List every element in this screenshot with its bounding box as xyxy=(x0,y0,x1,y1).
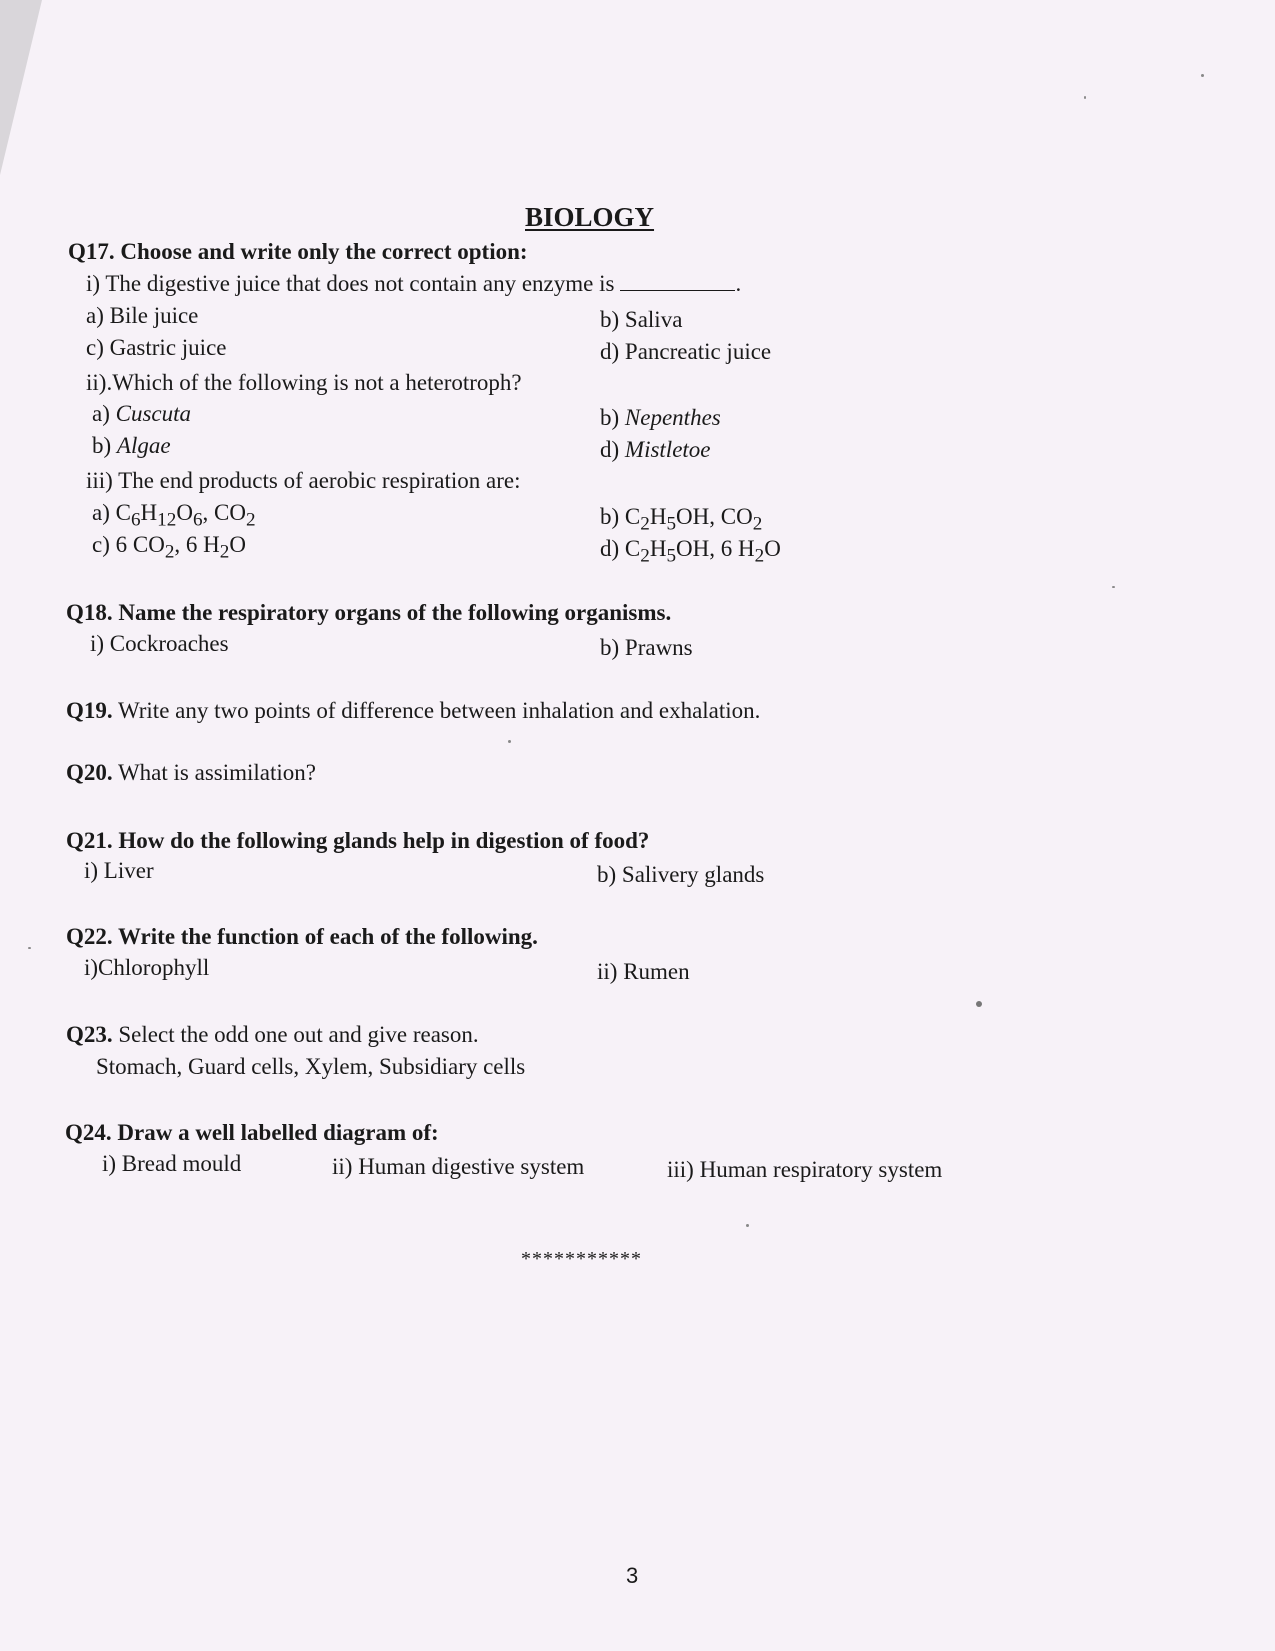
q17-ii-option-b: b) Nepenthes xyxy=(600,405,721,430)
q24-item-i: i) Bread mould xyxy=(102,1151,242,1176)
q17-i-option-b: b) Saliva xyxy=(600,307,683,332)
scan-speck xyxy=(1084,96,1086,99)
scan-speck xyxy=(746,1224,749,1227)
q17-i-option-c: c) Gastric juice xyxy=(86,335,227,360)
q21-heading: Q21. How do the following glands help in digestion of food? xyxy=(66,828,650,853)
q17-ii-question: ii).Which of the following is not a heterotroph? xyxy=(86,370,522,395)
q18-item-b: b) Prawns xyxy=(600,635,693,660)
scan-speck xyxy=(508,740,511,743)
q20-question: Q20. What is assimilation? xyxy=(66,760,316,785)
q22-heading: Q22. Write the function of each of the following. xyxy=(66,924,538,949)
q19-question: Q19. Write any two points of difference between inhalation and exhalation. xyxy=(66,698,761,723)
q17-iii-option-b: b) $C_2H_5OH$, $CO_2$ xyxy=(600,504,763,535)
q23-question: Q23. Select the odd one out and give reason. xyxy=(66,1022,479,1047)
q24-item-ii: ii) Human digestive system xyxy=(332,1154,585,1179)
page-title: BIOLOGY xyxy=(525,202,655,232)
q22-item-ii: ii) Rumen xyxy=(597,959,690,984)
q17-ii-option-c: b) Algae xyxy=(92,433,171,458)
q17-iii-option-d: d) $C_2H_5OH$, 6 $H_2O$ xyxy=(600,536,781,567)
q17-iii-question: iii) The end products of aerobic respiration are: xyxy=(86,468,521,493)
q17-i-option-a: a) Bile juice xyxy=(86,303,199,328)
q21-item-i: i) Liver xyxy=(84,858,154,883)
end-marker: *********** xyxy=(521,1248,642,1270)
q21-item-b: b) Salivery glands xyxy=(597,862,765,887)
scan-speck xyxy=(1112,586,1115,588)
page-number: 3 xyxy=(626,1563,639,1588)
scan-speck xyxy=(28,947,31,949)
scan-speck xyxy=(1201,74,1204,77)
answer-blank xyxy=(620,272,735,291)
q17-i-option-d: d) Pancreatic juice xyxy=(600,339,772,364)
q18-heading: Q18. Name the respiratory organs of the following organisms. xyxy=(66,600,672,625)
scan-speck xyxy=(976,1001,982,1007)
q17-i-question: i) The digestive juice that does not contain any enzyme is . xyxy=(86,271,742,296)
q17-iii-option-c: c) 6 $CO_2$, 6 $H_2O$ xyxy=(92,532,246,563)
q17-ii-option-d: d) Mistletoe xyxy=(600,437,711,462)
q24-heading: Q24. Draw a well labelled diagram of: xyxy=(65,1120,439,1145)
q22-item-i: i)Chlorophyll xyxy=(84,955,210,980)
q18-item-i: i) Cockroaches xyxy=(90,631,229,656)
q17-heading: Q17. Choose and write only the correct option: xyxy=(68,239,528,264)
q23-options: Stomach, Guard cells, Xylem, Subsidiary cells xyxy=(96,1054,526,1079)
q17-iii-option-a: a) $C_6H_{12}O_6$, $CO_2$ xyxy=(92,500,256,531)
page-fold-shadow xyxy=(0,0,42,175)
q17-ii-option-a: a) Cuscuta xyxy=(92,401,192,426)
q24-item-iii: iii) Human respiratory system xyxy=(667,1157,943,1182)
